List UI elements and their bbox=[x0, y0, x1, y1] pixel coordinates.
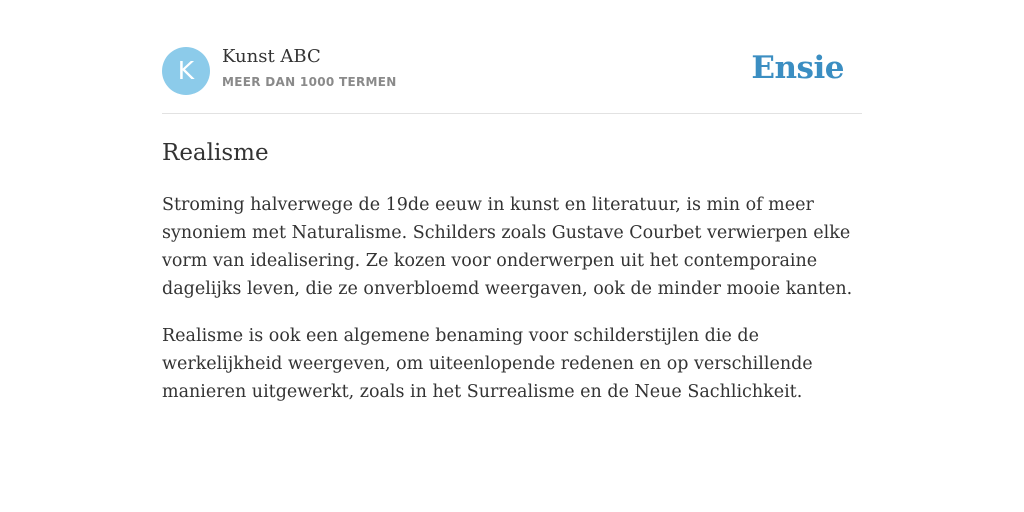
dictionary-title[interactable]: Kunst ABC bbox=[222, 46, 321, 67]
dictionary-header bbox=[162, 0, 862, 114]
term-title: Realisme bbox=[162, 140, 269, 166]
ensie-logo[interactable]: Ensie bbox=[751, 50, 844, 86]
definition bbox=[162, 191, 862, 406]
dictionary-avatar[interactable]: K bbox=[162, 47, 210, 95]
definition-paragraph: Realisme is ook een algemene benaming voor schilderstijlen die de werkelijkheid weergeven, om uiteenlopende redenen en op verschillende manieren uitgewerkt, zoals in het Surrealisme en de Neue Sachlichkeit. bbox=[162, 326, 813, 402]
definition-paragraph: Stroming halverwege de 19de eeuw in kunst en literatuur, is min of meer synoniem met Naturalisme. Schilders zoals Gustave Courbet verwierpen elke vorm van idealisering. Ze kozen voor onderwerpen uit het contemporaine dagelijks leven, die ze onverbloemd weergaven, ook de minder mooie kanten. bbox=[162, 195, 853, 299]
dictionary-subtitle: MEER DAN 1000 TERMEN bbox=[222, 75, 397, 89]
entry-card bbox=[162, 0, 862, 406]
